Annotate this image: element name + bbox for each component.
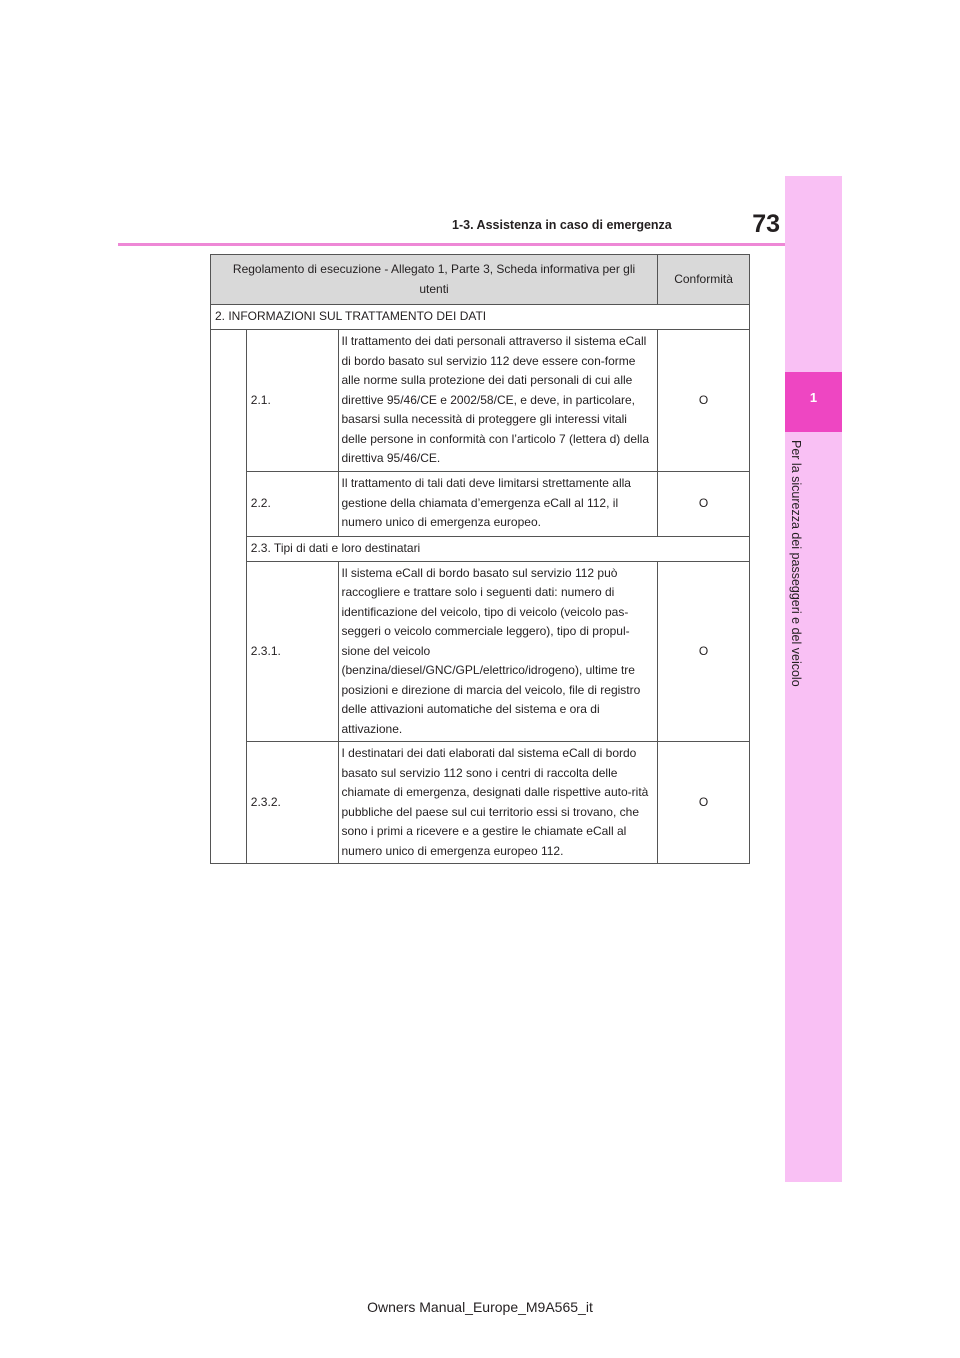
table-header-regulation: Regolamento di esecuzione - Allegato 1, Parte 3, Scheda informativa per gli utenti	[211, 255, 658, 305]
table-subsection-row	[211, 536, 750, 561]
table-header-conformity: Conformità	[658, 255, 750, 305]
subsection-heading: 2.3. Tipi di dati e loro destinatari	[246, 536, 749, 561]
row-conformity: O	[658, 330, 750, 472]
row-number: 2.2.	[246, 471, 338, 536]
table-row	[211, 330, 750, 472]
row-text: Il sistema eCall di bordo basato sul servizio 112 può raccogliere e trattare solo i seguenti dati: numero di identificazione del veicolo, tipo di veicolo (veicolo pas-seggeri o veicolo commerciale leggero), tipo di propul-sione del veicolo (benzina/diesel/GNC/GPL/elettrico/idrogeno), ultime tre posizioni e direzione di marcia del veicolo, file di registro delle attivazioni automatiche del sistema e ora di attivazione.	[338, 561, 658, 742]
table-section-row	[211, 305, 750, 330]
row-conformity: O	[658, 471, 750, 536]
row-number: 2.3.1.	[246, 561, 338, 742]
section-title: 1-3. Assistenza in caso di emergenza	[452, 218, 672, 232]
section-heading: 2. INFORMAZIONI SUL TRATTAMENTO DEI DATI	[211, 305, 750, 330]
table-row	[211, 742, 750, 864]
row-conformity: O	[658, 742, 750, 864]
row-text: Il trattamento dei dati personali attraverso il sistema eCall di bordo basato sul servizio 112 deve essere con-forme alle norme sulla protezione dei dati personali di cui alle direttive 95/46/CE e 2002/58/CE, e deve, in particolare, basarsi sulla necessità di proteggere gli interessi vitali delle persone in conformità con l’articolo 7 (lettera d) della direttiva 95/46/CE.	[338, 330, 658, 472]
indent-cell	[211, 330, 247, 864]
row-conformity: O	[658, 561, 750, 742]
side-chapter-number: 1	[809, 390, 818, 405]
row-text: Il trattamento di tali dati deve limitarsi strettamente alla gestione della chiamata d’emergenza eCall al 112, il numero unico di emergenza europeo.	[338, 471, 658, 536]
row-number: 2.1.	[246, 330, 338, 472]
footer-manual-id: Owners Manual_Europe_M9A565_it	[367, 1299, 593, 1315]
header-rule	[118, 243, 785, 246]
page-number: 73	[752, 210, 780, 238]
table-row	[211, 471, 750, 536]
side-chapter-label: Per la sicurezza dei passeggeri e del veicolo	[789, 440, 803, 687]
row-text: I destinatari dei dati elaborati dal sistema eCall di bordo basato sul servizio 112 sono i centri di raccolta delle chiamate di emergenza, designati dalle rispettive auto-rità pubbliche del paese sul cui territorio essi si trovano, che sono i primi a ricevere e a gestire le chiamate eCall al numero unico di emergenza europeo 112.	[338, 742, 658, 864]
row-number: 2.3.2.	[246, 742, 338, 864]
table-row	[211, 561, 750, 742]
table-header-row	[211, 255, 750, 305]
info-table	[210, 254, 750, 864]
